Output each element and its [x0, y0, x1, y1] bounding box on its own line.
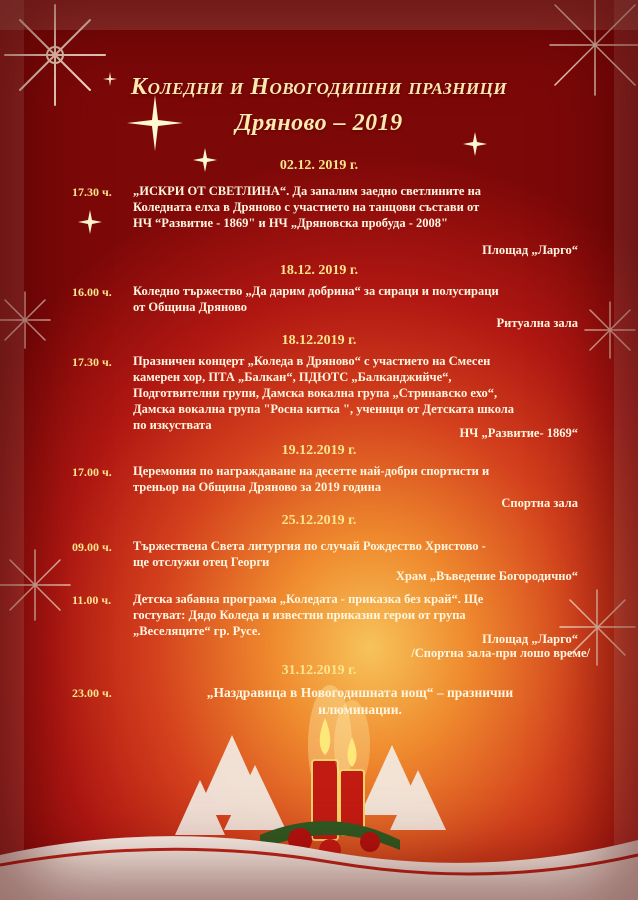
event-description	[133, 463, 588, 495]
event-venue: Ритуална зала	[496, 316, 578, 330]
event-time: 17.00 ч.	[72, 465, 112, 479]
event-text-line: гостуват: Дядо Коледа и известни приказни герои от група	[133, 608, 466, 622]
event-text-line: Детска забавна програма „Коледата - приказка без край“. Ще	[133, 592, 484, 606]
event-text-line: по изкуствата	[133, 418, 212, 432]
event-date: 25.12.2019 г.	[281, 513, 357, 528]
event-description	[133, 183, 588, 231]
page-title: Коледни и Новогодишни празници	[130, 74, 508, 100]
event-text-line: Коледно тържество „Да дарим добрина“ за сираци и полусираци	[133, 284, 499, 298]
event-time: 17.30 ч.	[72, 185, 112, 199]
event-text-line: Подготвителни групи, Дамска вокална група „Стринавско ехо“,	[133, 386, 498, 400]
event-date: 31.12.2019 г.	[281, 663, 357, 678]
event-text-line: илюминации.	[318, 702, 402, 717]
event-text-line: Церемония по награждаване на десетте най-добри спортисти и	[133, 464, 490, 478]
event-venue: Храм „Въведение Богородично“	[395, 569, 578, 583]
event-date: 02.12. 2019 г.	[279, 158, 359, 173]
event-venue-alt: /Спортна зала-при лошо време/	[411, 646, 590, 660]
event-date: 18.12.2019 г.	[281, 333, 357, 348]
event-description	[133, 538, 588, 570]
event-date: 19.12.2019 г.	[281, 443, 357, 458]
event-text-line: камерен хор, ПТА „Балкан“, ПДЮТС „Балканджийче“,	[133, 370, 452, 384]
event-text-line: ще отслужи отец Георги	[133, 555, 270, 569]
event-text-line: Празничен концерт „Коледа в Дряново“ с участието на Смесен	[133, 354, 491, 368]
event-venue: Площад „Ларго“	[482, 632, 578, 646]
event-description	[133, 353, 588, 433]
event-text-line: Дамска вокална група "Росна китка ", ученици от Детската школа	[133, 402, 515, 416]
event-text-line: от Община Дряново	[133, 300, 248, 314]
event-venue: Площад „Ларго“	[482, 243, 578, 257]
event-time: 09.00 ч.	[72, 540, 112, 554]
event-description	[133, 283, 588, 315]
page-subtitle: Дряново – 2019	[235, 110, 403, 136]
event-text-line: „Веселяците“ гр. Русе.	[133, 624, 261, 638]
event-venue: Спортна зала	[501, 496, 578, 510]
event-text-line: Тържествена Света литургия по случай Рождество Христово -	[133, 539, 486, 553]
event-text-line: НЧ “Развитие - 1869" и НЧ „Дряновска пробуда - 2008"	[133, 216, 448, 230]
event-time: 23.00 ч.	[72, 686, 112, 700]
event-text-line: треньор на Община Дряново за 2019 година	[133, 480, 382, 494]
event-description	[150, 684, 570, 718]
event-text-line: Коледната елха в Дряново с участието на танцови състави от	[133, 200, 480, 214]
event-time: 11.00 ч.	[72, 593, 112, 607]
event-venue: НЧ „Развитие- 1869“	[459, 426, 578, 440]
event-time: 16.00 ч.	[72, 285, 112, 299]
event-text-line: „ИСКРИ ОТ СВЕТЛИНА“. Да запалим заедно светлините на	[133, 184, 482, 198]
event-date: 18.12. 2019 г.	[279, 263, 359, 278]
event-time: 17.30 ч.	[72, 355, 112, 369]
event-text-line: „Наздравица в Новогодишната нощ“ – празнични	[206, 685, 514, 700]
bottom-wave	[0, 810, 638, 900]
